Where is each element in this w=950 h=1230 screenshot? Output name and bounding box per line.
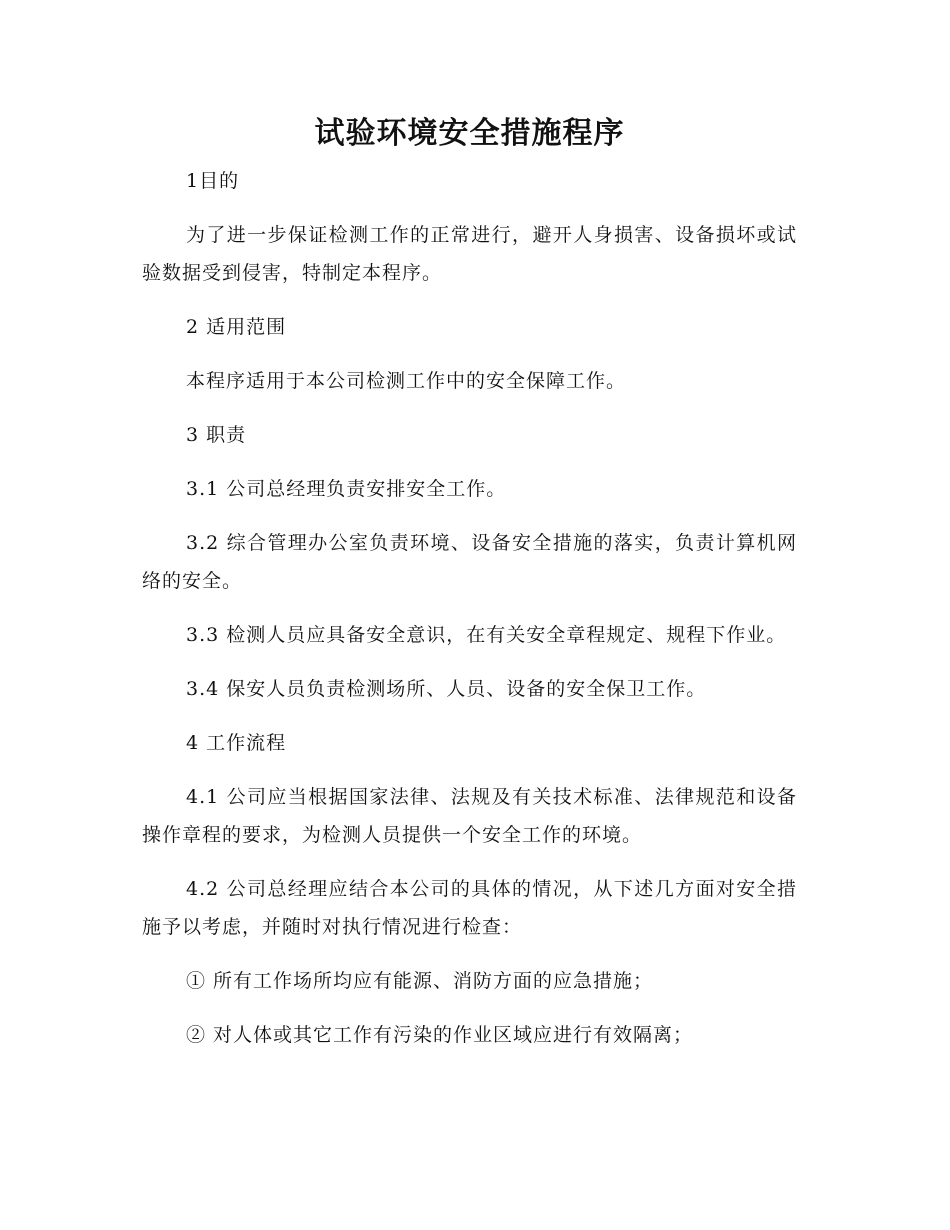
section-heading-scope: 2 适用范围 <box>186 316 287 338</box>
section-heading-duties: 3 职责 <box>186 424 247 446</box>
paragraph-duty-3-1: 3.1 公司总经理负责安排安全工作。 <box>186 478 507 500</box>
list-item-1: ① 所有工作场所均应有能源、消防方面的应急措施； <box>186 970 654 992</box>
paragraph-workflow-4-2: 4.2 公司总经理应结合本公司的具体的情况，从下述几方面对安全措施予以考虑，并随时对执行情况进行检查： <box>142 878 797 938</box>
paragraph-duty-3-2: 3.2 综合管理办公室负责环境、设备安全措施的落实，负责计算机网络的安全。 <box>142 532 797 592</box>
document-page <box>142 108 797 1070</box>
paragraph-scope: 本程序适用于本公司检测工作中的安全保障工作。 <box>186 370 627 392</box>
document-title: 试验环境安全措施程序 <box>314 116 625 151</box>
list-item-2: ② 对人体或其它工作有污染的作业区域应进行有效隔离； <box>186 1024 694 1046</box>
paragraph-workflow-4-1: 4.1 公司应当根据国家法律、法规及有关技术标准、法律规范和设备操作章程的要求，为检测人员提供一个安全工作的环境。 <box>142 786 797 846</box>
paragraph-duty-3-3: 3.3 检测人员应具备安全意识，在有关安全章程规定、规程下作业。 <box>186 624 787 646</box>
paragraph-duty-3-4: 3.4 保安人员负责检测场所、人员、设备的安全保卫工作。 <box>186 678 707 700</box>
section-heading-purpose: 1目的 <box>186 170 240 192</box>
paragraph-purpose: 为了进一步保证检测工作的正常进行，避开人身损害、设备损坏或试验数据受到侵害，特制定本程序。 <box>142 224 797 284</box>
section-heading-workflow: 4 工作流程 <box>186 732 287 754</box>
